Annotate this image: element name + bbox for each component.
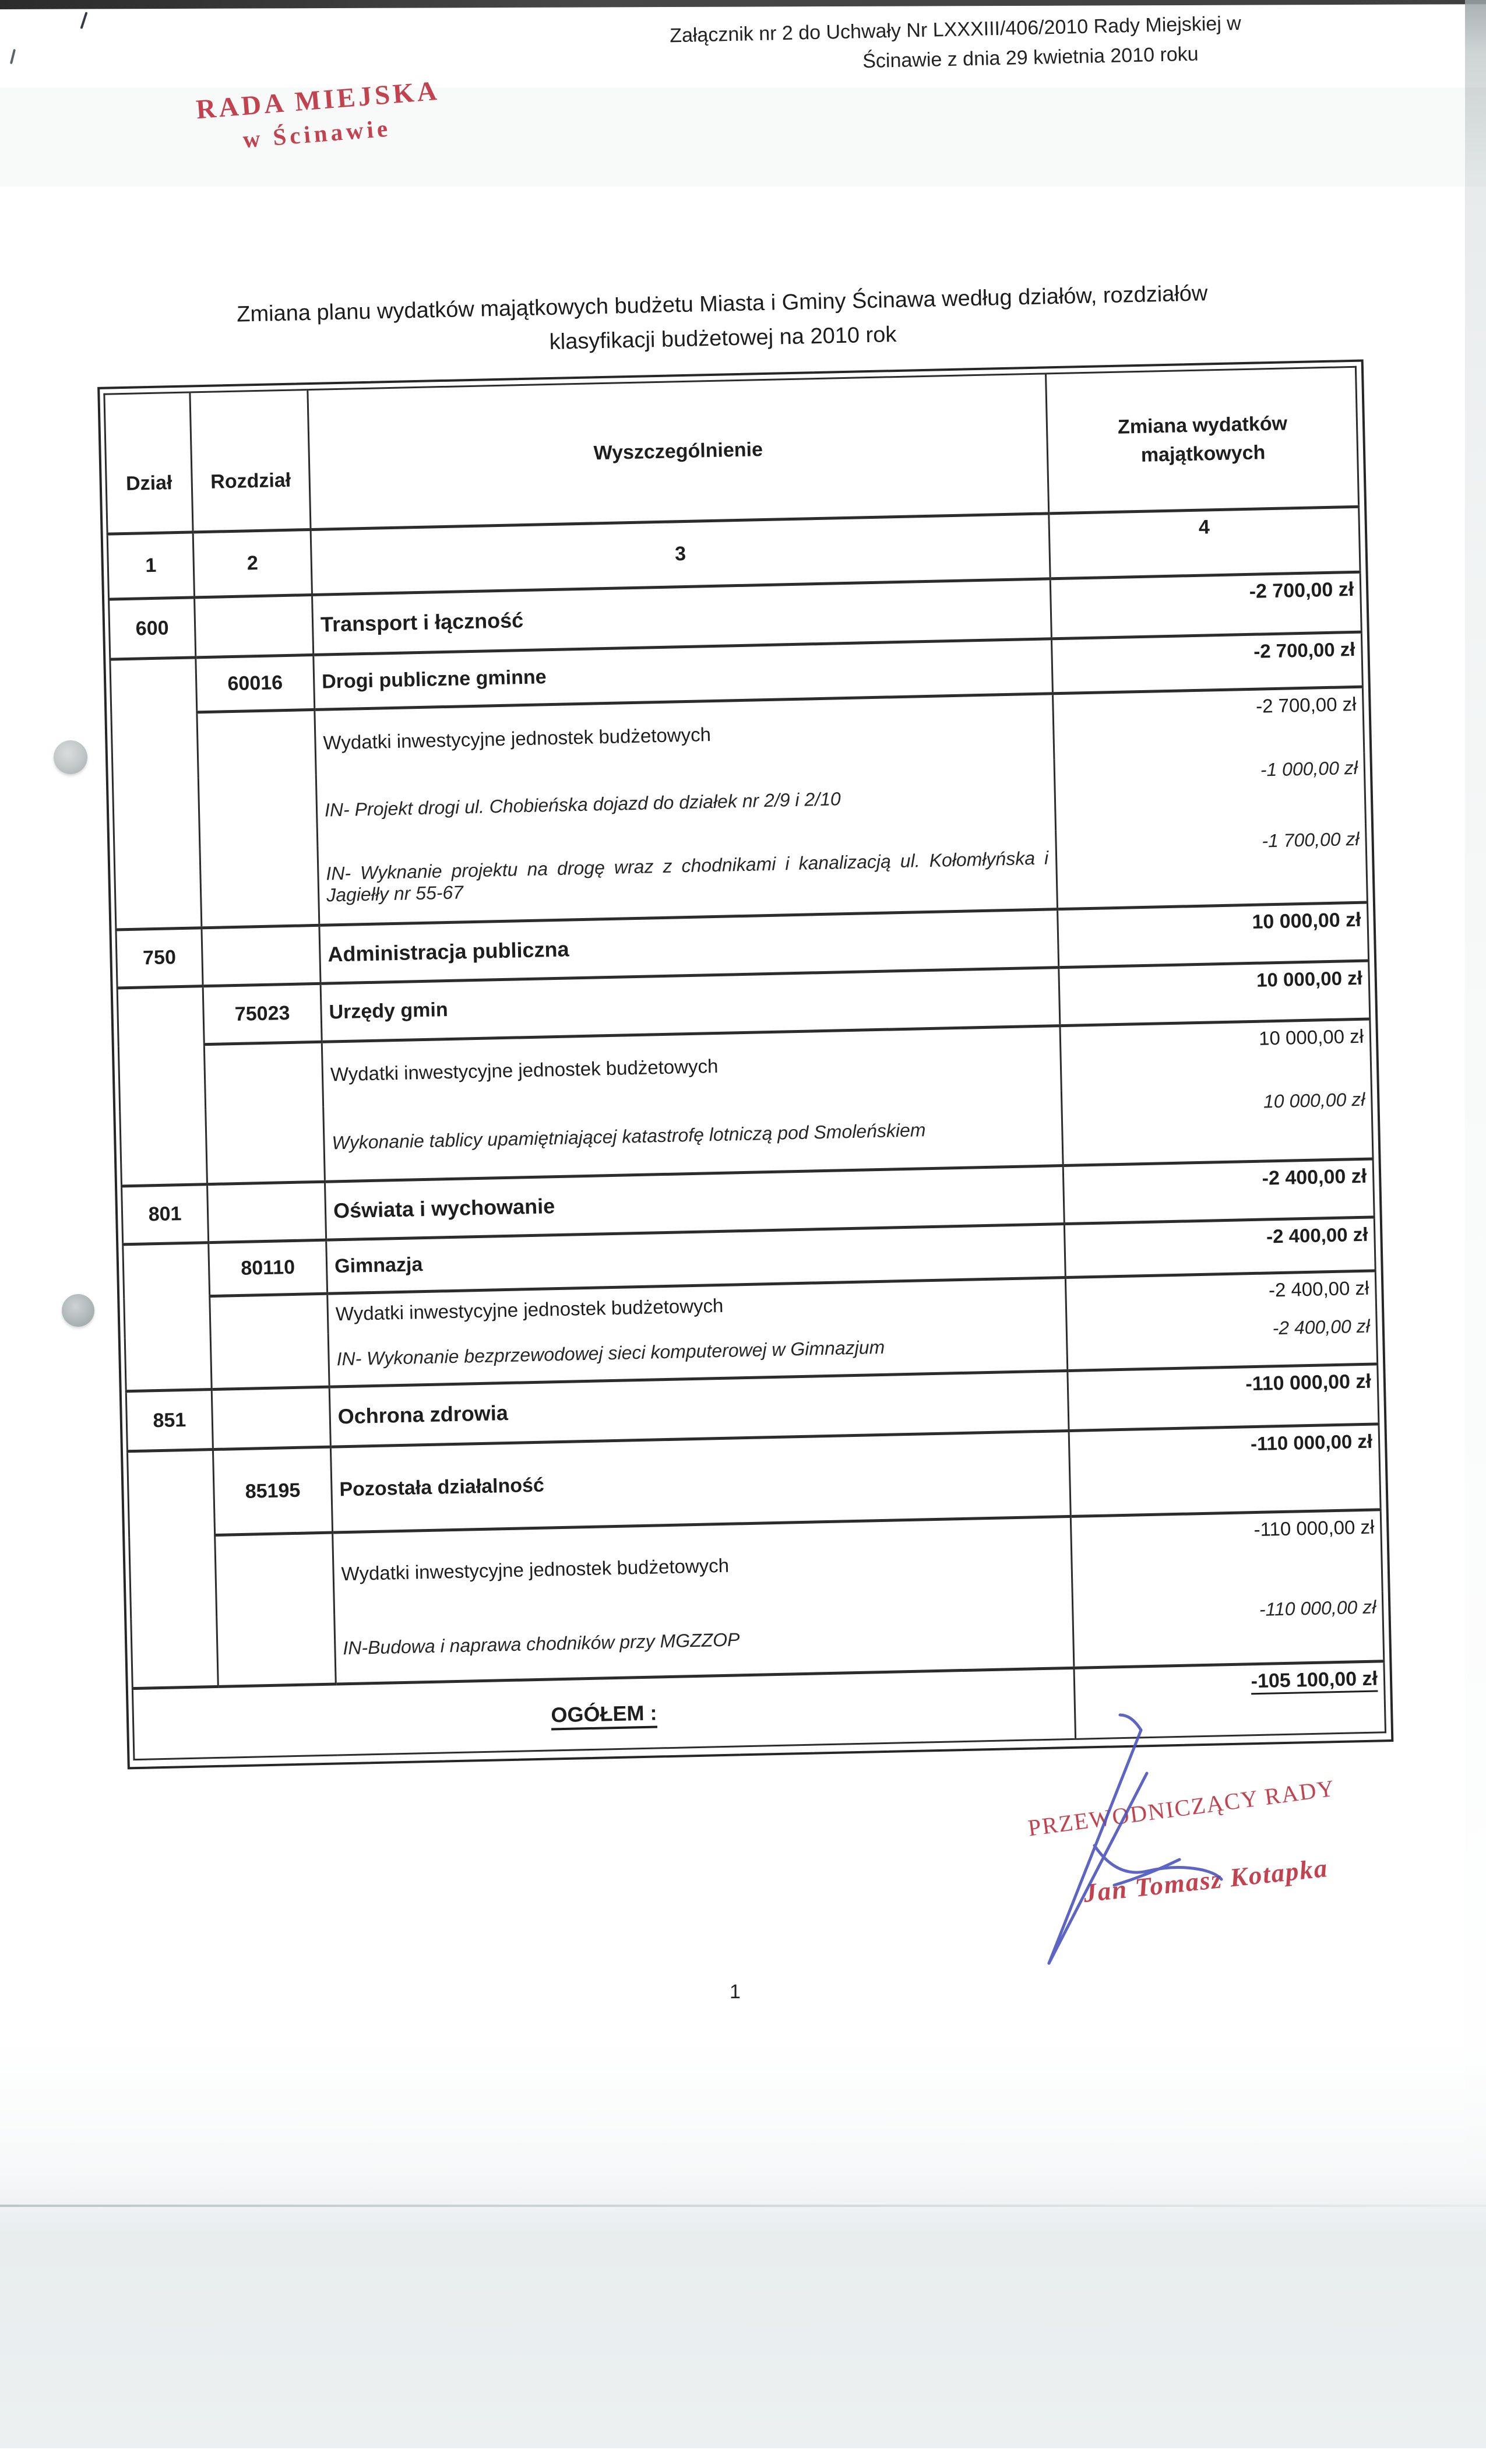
dzial-cell [117, 986, 204, 1046]
dzial-cell [125, 1336, 212, 1391]
header-wyszczegolnienie: Wyszczególnienie [308, 374, 1049, 530]
label-cell: Wydatki inwestycyjne jednostek budżetowych [333, 1516, 1073, 1614]
dzial-cell [112, 778, 200, 850]
rozdzial-cell: 75023 [203, 983, 322, 1044]
budget-table-frame [97, 360, 1393, 1770]
value-cell: -2 400,00 zł [1064, 1217, 1375, 1278]
council-stamp-line1: RADA MIEJSKA [195, 75, 441, 125]
dzial-cell [123, 1243, 210, 1298]
label-cell: Drogi publiczne gminne [314, 639, 1053, 710]
total-label: OGÓŁEM : [132, 1668, 1075, 1759]
page-number: 1 [730, 1981, 741, 2003]
value-cell: -110 000,00 zł [1071, 1510, 1382, 1598]
value-cell: -110 000,00 zł [1069, 1424, 1381, 1517]
rozdzial-cell [206, 1106, 325, 1184]
label-cell: IN- Wyknanie projektu na drogę wraz z chodnikami i kanalizacją ul. Kołomłyńska i Jagiełły nr 55-67 [318, 830, 1058, 926]
value-cell: -2 700,00 zł [1052, 687, 1364, 759]
rozdzial-cell [197, 709, 316, 777]
value-cell: -1 700,00 zł [1056, 823, 1368, 909]
label-cell: Pozostała działalność [330, 1430, 1071, 1532]
rozdzial-cell: 60016 [196, 655, 315, 712]
rozdzial-cell [202, 925, 321, 986]
council-stamp-line2: w Ścinawie [241, 114, 392, 153]
rozdzial-cell [198, 775, 318, 848]
budget-table [103, 366, 1386, 1760]
dzial-cell: 600 [109, 597, 196, 659]
value-cell: 10 000,00 zł [1061, 1084, 1373, 1166]
dzial-cell [131, 1616, 219, 1688]
dzial-cell [129, 1535, 217, 1618]
header-zmiana-wydatkow: Zmiana wydatków majątkowych [1046, 367, 1359, 514]
rozdzial-cell [210, 1293, 328, 1335]
value-cell: -2 400,00 zł [1065, 1271, 1376, 1317]
value-cell: 10 000,00 zł [1060, 1019, 1371, 1091]
label-cell: IN-Budowa i naprawa chodników przy MGZZOP [334, 1598, 1074, 1684]
label-cell: Urzędy gmin [321, 968, 1060, 1042]
dzial-cell: 851 [126, 1390, 213, 1451]
chairman-title-stamp: PRZEWODNICZĄCY RADY [1026, 1774, 1337, 1841]
attachment-note [670, 6, 1347, 80]
dzial-cell [114, 849, 202, 930]
value-cell: -1 000,00 zł [1054, 752, 1366, 830]
total-value: -105 100,00 zł [1074, 1661, 1386, 1739]
column-number-3: 3 [311, 514, 1050, 595]
label-cell: IN- Wykonanie bezprzewodowej sieci komputerowej w Gimnazjum [328, 1317, 1068, 1387]
label-cell: IN- Projekt drogi ul. Chobieńska dojazd do działek nr 2/9 i 2/10 [316, 759, 1055, 846]
dzial-cell: 750 [116, 928, 203, 988]
dzial-cell [127, 1450, 214, 1537]
rozdzial-cell [200, 846, 319, 927]
pen-signature [991, 1708, 1294, 2034]
dzial-cell [124, 1296, 210, 1338]
rozdzial-cell [215, 1532, 334, 1616]
label-cell: Gimnazja [326, 1224, 1066, 1294]
value-cell: -2 400,00 zł [1063, 1159, 1374, 1224]
document-title-line2: klasyfikacji budżetowej na 2010 rok [549, 322, 897, 354]
header-dzial: Dział [104, 392, 193, 534]
value-cell: -110 000,00 zł [1072, 1591, 1383, 1668]
document-title-line1: Zmiana planu wydatków majątkowych budżetu Miasta i Gminy Ścinawa według działów, rozdziałów [236, 281, 1208, 327]
label-cell: Transport i łączność [312, 579, 1052, 655]
dzial-cell: 801 [122, 1184, 209, 1245]
attachment-note-line2: Ścinawie z dnia 29 kwietnia 2010 roku [862, 43, 1199, 73]
rozdzial-cell [207, 1182, 326, 1242]
label-cell: Administracja publiczna [319, 909, 1059, 984]
label-cell: Oświata i wychowanie [325, 1166, 1064, 1240]
label-cell: Wydatki inwestycyjne jednostek budżetowych [328, 1278, 1066, 1334]
rozdzial-cell [195, 595, 314, 657]
column-number-2: 2 [193, 529, 312, 597]
value-cell: -2 400,00 zł [1066, 1310, 1378, 1371]
column-number-4: 4 [1049, 507, 1360, 579]
column-number-1: 1 [107, 532, 194, 599]
document-title [139, 275, 1306, 368]
rozdzial-cell [204, 1042, 323, 1109]
dzial-cell [110, 658, 197, 714]
label-cell: Ochrona zdrowia [329, 1371, 1069, 1447]
label-cell: Wydatki inwestycyjne jednostek budżetowych [315, 694, 1054, 775]
rozdzial-cell [212, 1387, 330, 1449]
rozdzial-cell [217, 1614, 336, 1686]
dzial-cell [111, 712, 198, 779]
label-cell: Wydatki inwestycyjne jednostek budżetowych [322, 1026, 1061, 1107]
value-cell: 10 000,00 zł [1058, 902, 1369, 968]
value-cell: -2 700,00 zł [1050, 572, 1361, 639]
dzial-cell [118, 1045, 205, 1111]
rozdzial-cell [210, 1333, 329, 1389]
value-cell: -110 000,00 zł [1068, 1364, 1379, 1431]
value-cell: -2 700,00 zł [1051, 632, 1362, 694]
chairman-name-stamp: Jan Tomasz Kotapka [1082, 1853, 1330, 1908]
table-header-row [104, 367, 1359, 534]
label-cell: Wykonanie tablicy upamiętniającej katastrofę lotniczą pod Smoleńskiem [323, 1091, 1064, 1182]
rozdzial-cell: 85195 [213, 1447, 332, 1535]
header-rozdzial: Rozdział [190, 390, 311, 532]
value-cell: 10 000,00 zł [1059, 961, 1370, 1026]
rozdzial-cell: 80110 [209, 1240, 328, 1296]
attachment-note-line1: Załącznik nr 2 do Uchwały Nr LXXXIII/406/2010 Rady Miejskiej w [669, 12, 1242, 47]
dzial-cell [120, 1109, 207, 1186]
